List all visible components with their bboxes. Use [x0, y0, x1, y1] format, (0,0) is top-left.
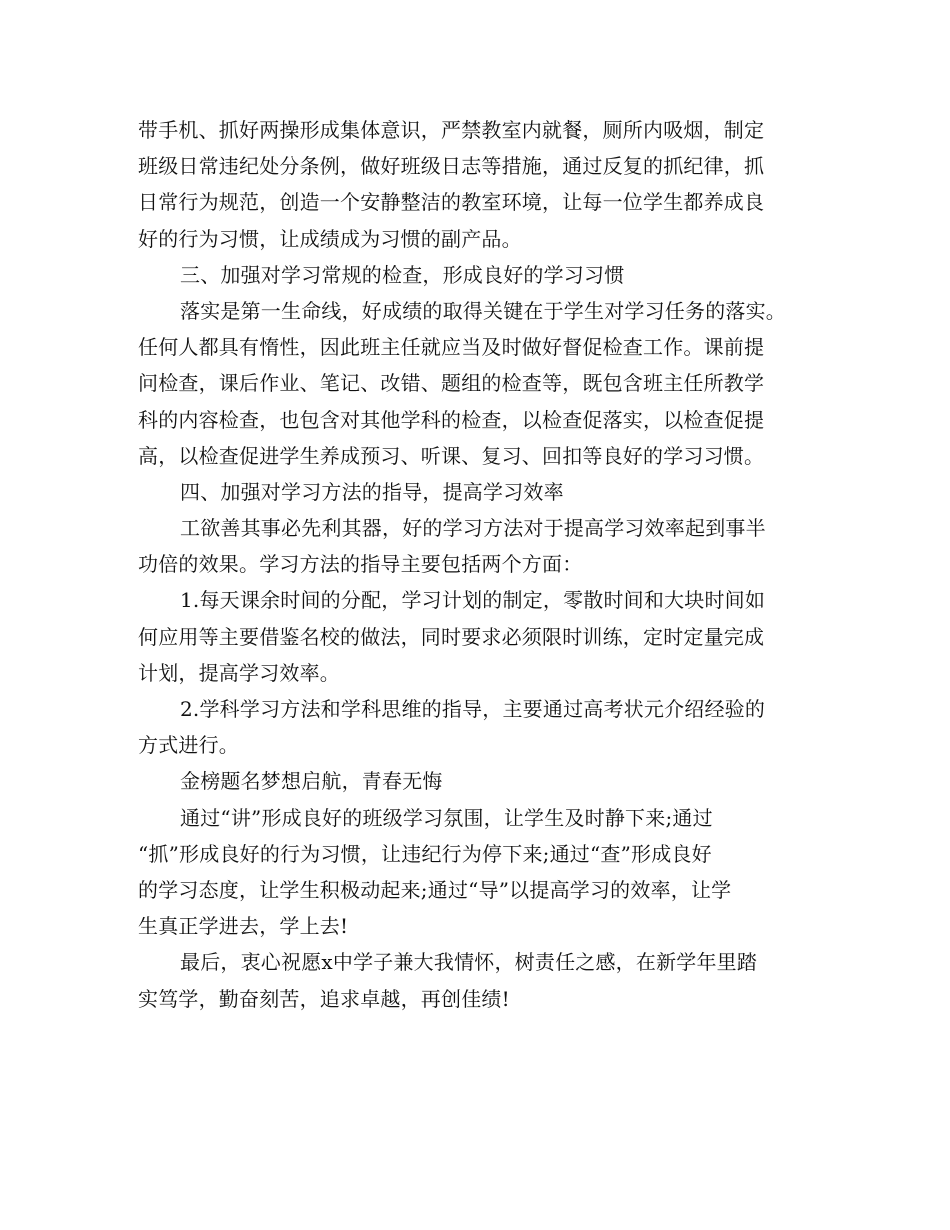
text-line: 方式进行。 — [138, 733, 239, 758]
section-heading: 金榜题名梦想启航，青春无悔 — [180, 769, 443, 794]
text-line: 落实是第一生命线，好成绩的取得关键在于学生对学习任务的落实。 — [180, 298, 786, 323]
list-item: 1.每天课余时间的分配，学习计划的制定，零散时间和大块时间如 — [180, 588, 766, 613]
text-line: 问检查，课后作业、笔记、改错、题组的检查等，既包含班主任所教学 — [138, 371, 765, 396]
text-line: 计划，提高学习效率。 — [138, 660, 340, 685]
text-line: 高，以检查促进学生养成预习、听课、复习、回扣等良好的学习习惯。 — [138, 443, 765, 468]
text-line: 班级日常违纪处分条例，做好班级日志等措施，通过反复的抓纪律，抓 — [138, 154, 765, 179]
text-line: 好的行为习惯，让成绩成为习惯的副产品。 — [138, 226, 522, 251]
text-line: 任何人都具有惰性，因此班主任就应当及时做好督促检查工作。课前提 — [138, 335, 765, 360]
text-line: 实笃学，勤奋刻苦，追求卓越，再创佳绩! — [138, 986, 510, 1011]
text-line: 通过“讲”形成良好的班级学习氛围，让学生及时静下来;通过 — [180, 805, 713, 830]
text-line: 生真正学进去，学上去! — [138, 914, 349, 939]
text-line: 功倍的效果。学习方法的指导主要包括两个方面： — [138, 552, 583, 577]
section-heading: 四、加强对学习方法的指导，提高学习效率 — [180, 479, 564, 504]
document-body — [138, 112, 828, 1017]
list-item: 2.学科学习方法和学科思维的指导，主要通过高考状元介绍经验的 — [180, 697, 766, 721]
section-heading: 三、加强对学习常规的检查，形成良好的学习习惯 — [180, 262, 625, 287]
text-line: 最后，衷心祝愿x中学子兼大我情怀，树责任之感，在新学年里踏 — [180, 950, 758, 975]
text-line: 的学习态度，让学生积极动起来;通过“导”以提高学习的效率，让学 — [138, 877, 732, 902]
text-line: 日常行为规范，创造一个安静整洁的教室环境，让每一位学生都养成良 — [138, 190, 765, 215]
text-line: 何应用等主要借鉴名校的做法，同时要求必须限时训练，定时定量完成 — [138, 624, 765, 649]
text-line: 工欲善其事必先利其器，好的学习方法对于提高学习效率起到事半 — [180, 516, 766, 541]
text-line: “抓”形成良好的行为习惯，让违纪行为停下来;通过“查”形成良好 — [138, 841, 712, 866]
text-line: 科的内容检查，也包含对其他学科的检查，以检查促落实，以检查促提 — [138, 407, 765, 432]
text-line: 带手机、抓好两操形成集体意识，严禁教室内就餐，厕所内吸烟，制定 — [138, 118, 765, 142]
